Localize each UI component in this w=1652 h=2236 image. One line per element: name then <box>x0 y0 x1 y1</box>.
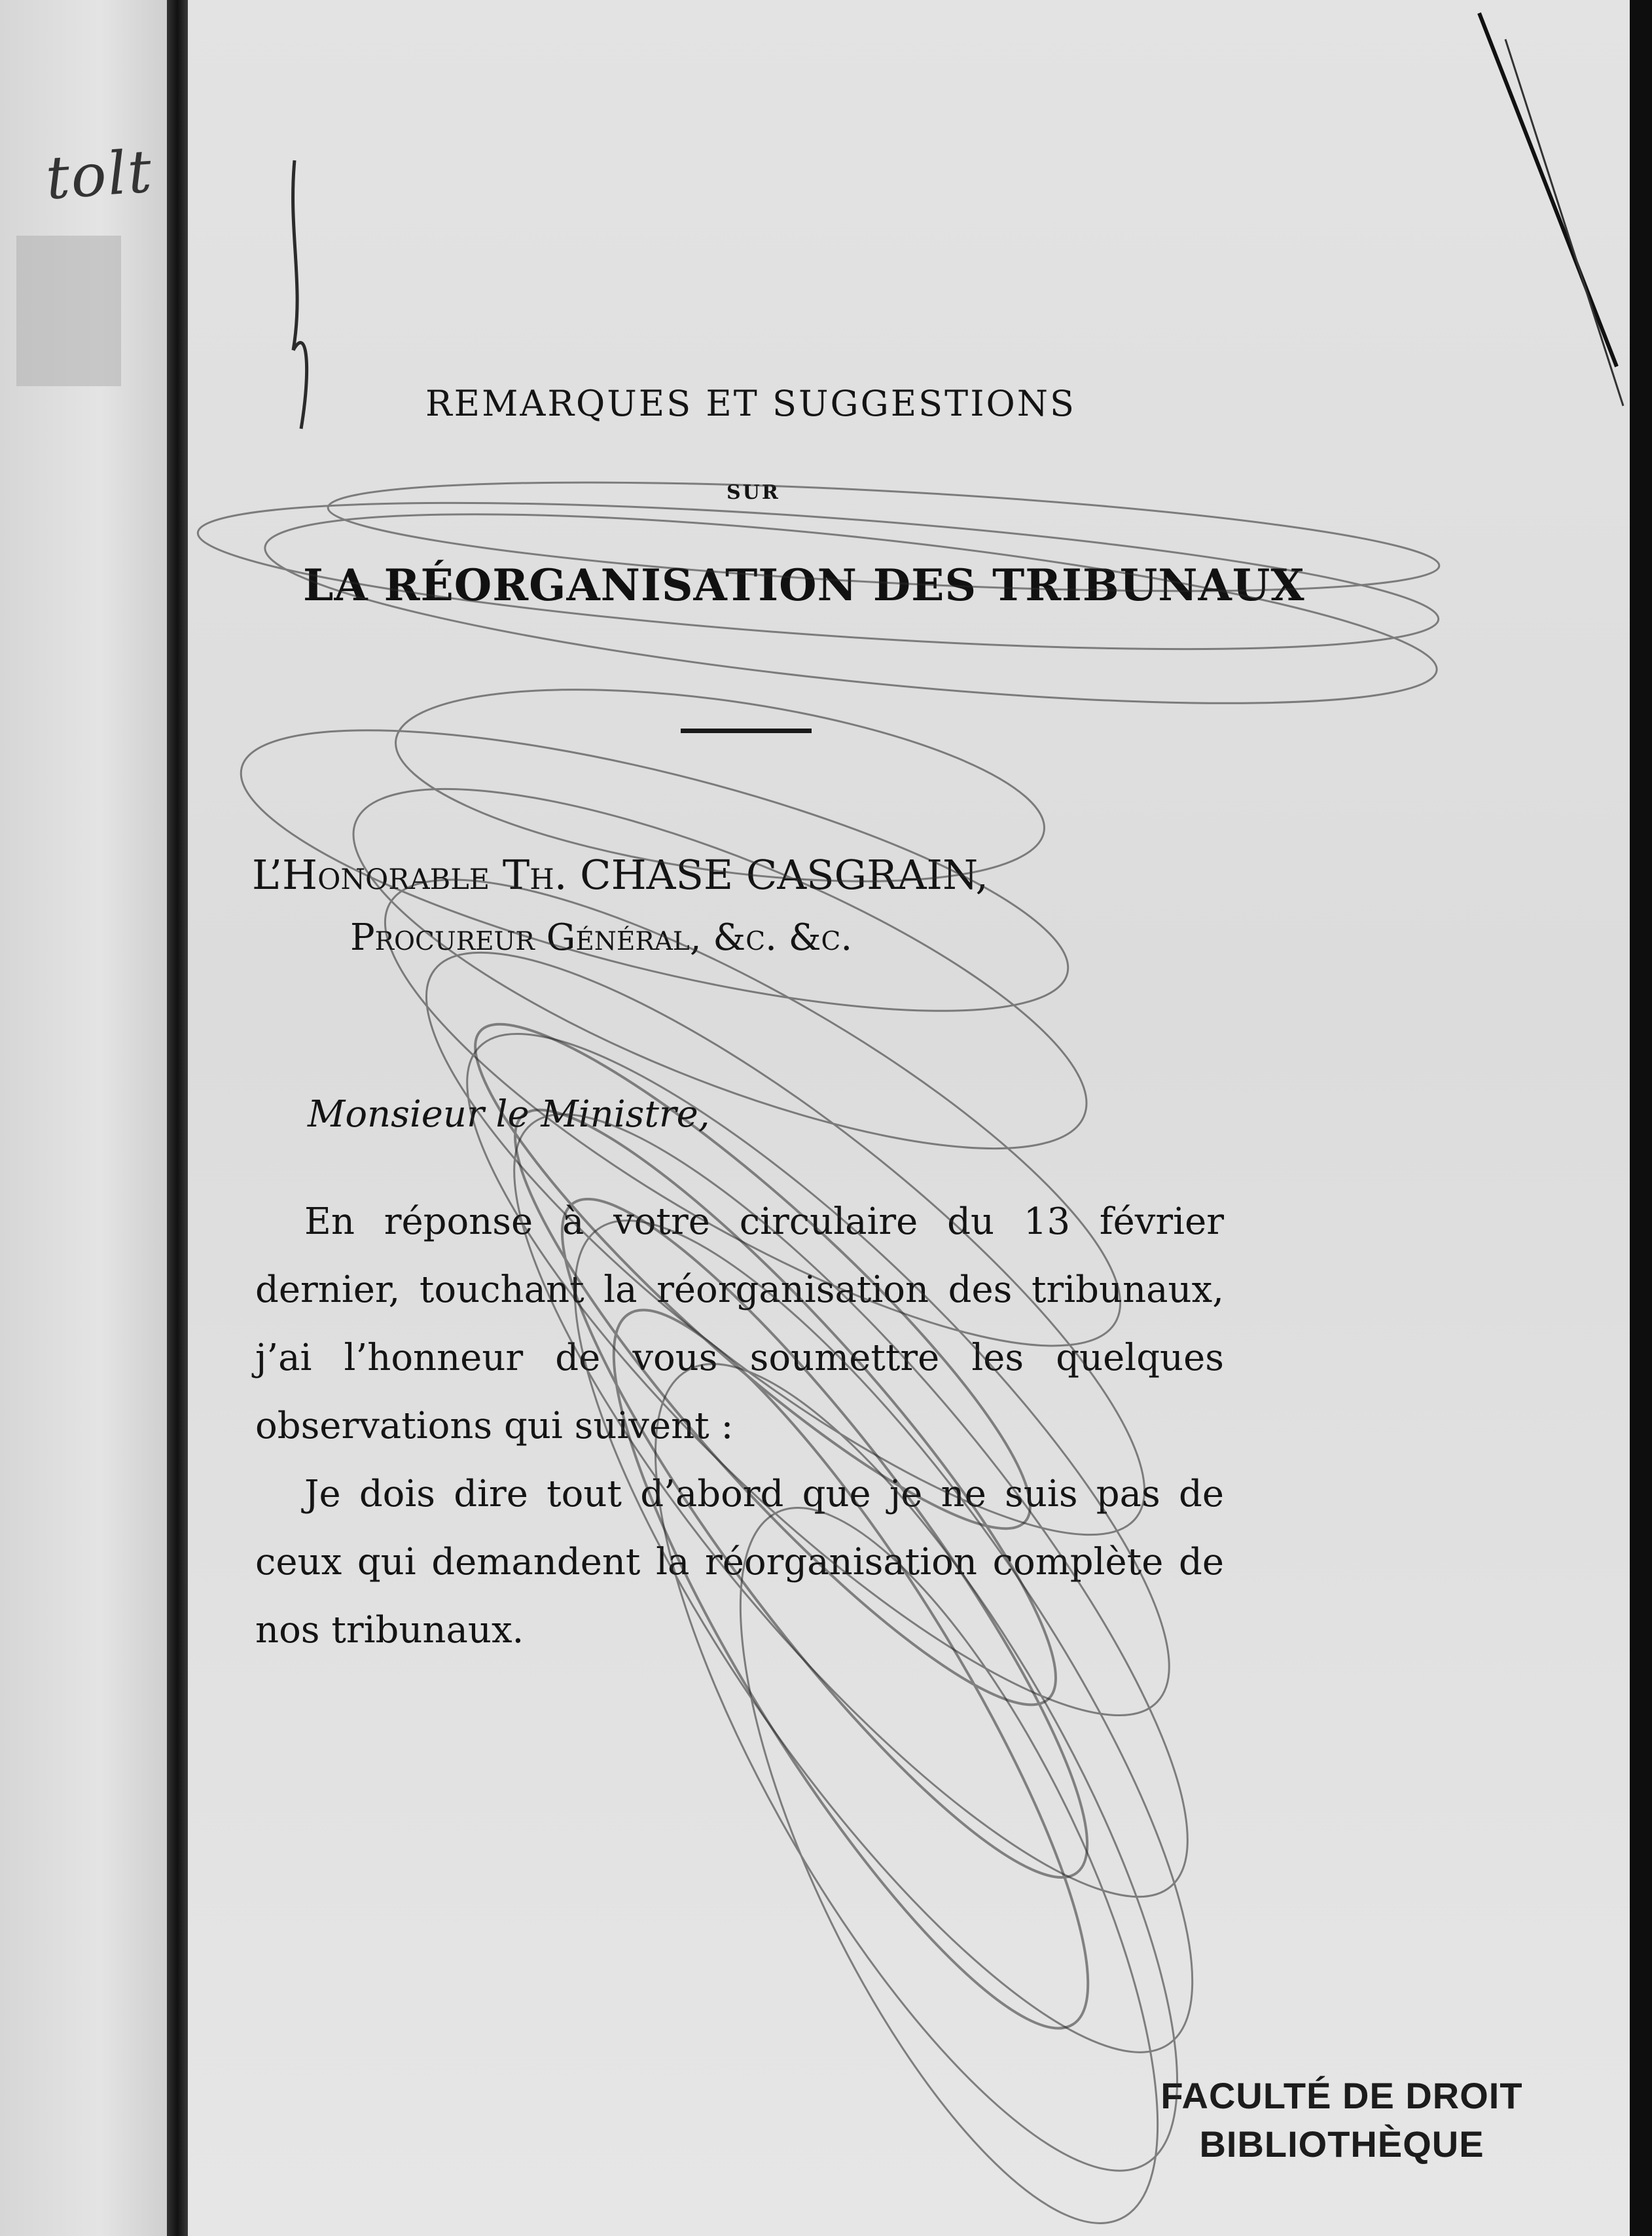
addressee-name: L’Honorable Th. CHASE CASGRAIN, <box>252 851 989 899</box>
document-title-main: LA RÉORGANISATION DES TRIBUNAUX <box>303 560 1305 611</box>
document-title-line1: REMARQUES ET SUGGESTIONS <box>425 383 1077 424</box>
handwritten-margin-note: tolt <box>43 137 155 213</box>
salutation: Monsieur le Ministre, <box>308 1093 710 1136</box>
book-spine <box>167 0 188 2236</box>
body-paragraph-1: En réponse à votre circulaire du 13 février dernier, touchant la réorganisation des tribunaux, j’ai l’honneur de vous soumettre les quelques observations qui suivent : <box>255 1200 1224 1447</box>
body-paragraph-2: Je dois dire tout d’abord que je ne suis pas de ceux qui demandent la réorganisation complète de nos tribunaux. <box>255 1473 1224 1651</box>
addressee-title: Procureur Général, &c. &c. <box>350 916 853 959</box>
library-stamp <box>1132 2072 1551 2169</box>
facing-page-stain <box>16 236 121 386</box>
page-edge-shadow <box>1630 0 1652 2236</box>
stamp-line-faculty: FACULTÉ DE DROIT <box>1160 2075 1523 2116</box>
pencil-tick-mark <box>281 154 321 455</box>
stamp-line-library: BIBLIOTHÈQUE <box>1199 2123 1484 2165</box>
letter-body <box>255 1188 1224 1665</box>
title-divider <box>681 729 812 733</box>
document-title-connector: SUR <box>727 481 780 504</box>
